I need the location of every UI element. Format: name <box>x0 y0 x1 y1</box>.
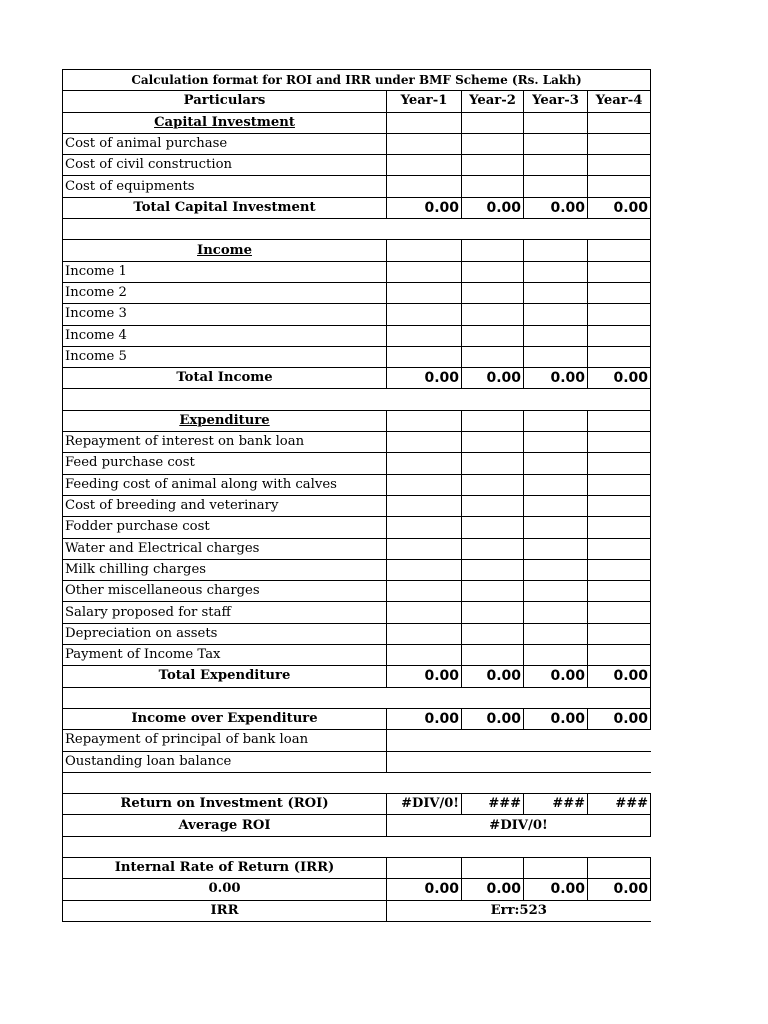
table-cell[interactable] <box>387 474 462 495</box>
roi-value: #DIV/0! <box>387 794 462 815</box>
roi-value: ### <box>462 794 524 815</box>
income-total-value: 0.00 <box>588 368 651 389</box>
expenditure-item: Depreciation on assets <box>63 623 387 644</box>
table-cell[interactable] <box>524 623 588 644</box>
header-year-1: Year-1 <box>387 91 462 112</box>
table-cell[interactable] <box>588 410 651 431</box>
table-cell[interactable] <box>462 325 524 346</box>
surplus-value: 0.00 <box>524 708 588 729</box>
table-cell[interactable] <box>524 133 588 154</box>
table-cell[interactable] <box>588 538 651 559</box>
roi-value: ### <box>524 794 588 815</box>
table-cell[interactable] <box>588 559 651 580</box>
capital-item: Cost of equipments <box>63 176 387 197</box>
principal-repayment-values[interactable] <box>387 730 651 751</box>
table-cell[interactable] <box>588 602 651 623</box>
table-cell[interactable] <box>462 261 524 282</box>
expenditure-item: Cost of breeding and veterinary <box>63 495 387 516</box>
table-cell[interactable] <box>387 453 462 474</box>
sheet-title: Calculation format for ROI and IRR under BMF Scheme (Rs. Lakh) <box>63 70 651 91</box>
income-item: Income 5 <box>63 346 387 367</box>
expenditure-item: Repayment of interest on bank loan <box>63 432 387 453</box>
spacer-cell <box>588 219 651 240</box>
table-cell[interactable] <box>524 304 588 325</box>
average-roi-label: Average ROI <box>63 815 387 836</box>
table-cell[interactable] <box>387 602 462 623</box>
expenditure-item: Salary proposed for staff <box>63 602 387 623</box>
roi-value: ### <box>588 794 651 815</box>
table-cell[interactable] <box>524 346 588 367</box>
table-cell[interactable] <box>524 453 588 474</box>
expenditure-total-value: 0.00 <box>588 666 651 687</box>
table-cell[interactable] <box>387 261 462 282</box>
table-cell[interactable] <box>588 645 651 666</box>
expenditure-total-value: 0.00 <box>462 666 524 687</box>
table-cell[interactable] <box>524 240 588 261</box>
table-cell[interactable] <box>462 602 524 623</box>
table-cell[interactable] <box>462 517 524 538</box>
expenditure-item: Milk chilling charges <box>63 559 387 580</box>
table-cell[interactable] <box>524 517 588 538</box>
capital-heading: Capital Investment <box>63 112 387 133</box>
table-cell[interactable] <box>462 453 524 474</box>
table-cell[interactable] <box>387 304 462 325</box>
income-item: Income 1 <box>63 261 387 282</box>
table-cell[interactable] <box>387 410 462 431</box>
table-cell[interactable] <box>524 282 588 303</box>
spacer-cell <box>588 687 651 708</box>
header-year-4: Year-4 <box>588 91 651 112</box>
surplus-value: 0.00 <box>462 708 524 729</box>
income-total-value: 0.00 <box>524 368 588 389</box>
table-cell[interactable] <box>588 155 651 176</box>
income-total-value: 0.00 <box>462 368 524 389</box>
table-cell[interactable] <box>387 346 462 367</box>
spacer-cell <box>63 219 387 240</box>
expenditure-item: Feeding cost of animal along with calves <box>63 474 387 495</box>
expenditure-item: Water and Electrical charges <box>63 538 387 559</box>
spacer-cell <box>63 389 387 410</box>
expenditure-heading: Expenditure <box>63 410 387 431</box>
table-cell[interactable] <box>387 623 462 644</box>
expenditure-total-value: 0.00 <box>524 666 588 687</box>
irr-cashflow-value: 0.00 <box>387 879 462 900</box>
table-cell[interactable] <box>462 645 524 666</box>
table-cell[interactable] <box>387 645 462 666</box>
expenditure-item: Feed purchase cost <box>63 453 387 474</box>
table-cell[interactable] <box>387 495 462 516</box>
irr-cashflow-value: 0.00 <box>588 879 651 900</box>
table-cell[interactable] <box>462 112 524 133</box>
table-cell[interactable] <box>588 623 651 644</box>
capital-total-value: 0.00 <box>524 197 588 218</box>
capital-item: Cost of animal purchase <box>63 133 387 154</box>
table-cell[interactable] <box>588 304 651 325</box>
table-cell[interactable] <box>462 133 524 154</box>
capital-total-label: Total Capital Investment <box>63 197 387 218</box>
table-cell[interactable] <box>462 432 524 453</box>
surplus-value: 0.00 <box>387 708 462 729</box>
outstanding-balance-label: Oustanding loan balance <box>63 751 387 772</box>
table-cell[interactable] <box>462 623 524 644</box>
outstanding-balance-values[interactable] <box>387 751 651 772</box>
table-cell[interactable] <box>462 155 524 176</box>
table-cell[interactable] <box>524 559 588 580</box>
table-cell[interactable] <box>462 410 524 431</box>
table-cell[interactable] <box>462 581 524 602</box>
table-cell[interactable] <box>462 559 524 580</box>
table-cell[interactable] <box>588 133 651 154</box>
income-total-label: Total Income <box>63 368 387 389</box>
spacer-cell <box>588 389 651 410</box>
table-cell[interactable] <box>524 410 588 431</box>
table-cell[interactable] <box>524 474 588 495</box>
roi-label: Return on Investment (ROI) <box>63 794 387 815</box>
table-cell[interactable] <box>588 495 651 516</box>
expenditure-item: Fodder purchase cost <box>63 517 387 538</box>
capital-total-value: 0.00 <box>462 197 524 218</box>
table-cell[interactable] <box>462 495 524 516</box>
table-cell[interactable] <box>588 112 651 133</box>
table-cell[interactable] <box>588 325 651 346</box>
table-cell[interactable] <box>387 581 462 602</box>
irr-year-zero-value: 0.00 <box>63 879 387 900</box>
table-cell[interactable] <box>524 176 588 197</box>
income-total-value: 0.00 <box>387 368 462 389</box>
table-cell[interactable] <box>462 282 524 303</box>
table-cell[interactable] <box>524 261 588 282</box>
header-year-2: Year-2 <box>462 91 524 112</box>
header-particulars: Particulars <box>63 91 387 112</box>
irr-label: Internal Rate of Return (IRR) <box>63 857 387 878</box>
table-cell[interactable] <box>524 857 588 878</box>
table-cell[interactable] <box>588 261 651 282</box>
table-cell[interactable] <box>588 474 651 495</box>
table-cell[interactable] <box>588 346 651 367</box>
table-cell[interactable] <box>387 517 462 538</box>
income-item: Income 3 <box>63 304 387 325</box>
table-cell[interactable] <box>462 346 524 367</box>
irr-cashflow-value: 0.00 <box>524 879 588 900</box>
capital-total-value: 0.00 <box>387 197 462 218</box>
table-cell[interactable] <box>462 474 524 495</box>
surplus-value: 0.00 <box>588 708 651 729</box>
table-cell[interactable] <box>588 453 651 474</box>
table-cell[interactable] <box>588 517 651 538</box>
table-cell[interactable] <box>387 432 462 453</box>
spacer-cell <box>63 836 387 857</box>
table-cell[interactable] <box>462 176 524 197</box>
table-cell[interactable] <box>387 538 462 559</box>
table-cell[interactable] <box>462 240 524 261</box>
table-cell[interactable] <box>524 432 588 453</box>
table-cell[interactable] <box>524 495 588 516</box>
table-cell[interactable] <box>462 538 524 559</box>
table-cell[interactable] <box>387 559 462 580</box>
table-cell[interactable] <box>588 282 651 303</box>
table-cell[interactable] <box>387 176 462 197</box>
table-cell[interactable] <box>524 602 588 623</box>
table-cell[interactable] <box>387 240 462 261</box>
expenditure-total-label: Total Expenditure <box>63 666 387 687</box>
table-cell[interactable] <box>524 112 588 133</box>
expenditure-total-value: 0.00 <box>387 666 462 687</box>
table-cell[interactable] <box>524 645 588 666</box>
table-cell[interactable] <box>387 112 462 133</box>
table-cell[interactable] <box>462 857 524 878</box>
income-item: Income 4 <box>63 325 387 346</box>
average-roi-value: #DIV/0! <box>387 815 651 836</box>
irr-result-value: Err:523 <box>387 900 651 921</box>
expenditure-item: Payment of Income Tax <box>63 645 387 666</box>
table-cell[interactable] <box>387 282 462 303</box>
irr-result-label: IRR <box>63 900 387 921</box>
spacer-cell <box>63 772 387 793</box>
principal-repayment-label: Repayment of principal of bank loan <box>63 730 387 751</box>
table-cell[interactable] <box>588 176 651 197</box>
table-cell[interactable] <box>387 325 462 346</box>
table-cell[interactable] <box>588 857 651 878</box>
surplus-label: Income over Expenditure <box>63 708 387 729</box>
table-cell[interactable] <box>387 155 462 176</box>
table-cell[interactable] <box>588 432 651 453</box>
spacer-cell <box>63 687 387 708</box>
expenditure-item: Other miscellaneous charges <box>63 581 387 602</box>
table-cell[interactable] <box>524 581 588 602</box>
table-cell[interactable] <box>588 240 651 261</box>
capital-item: Cost of civil construction <box>63 155 387 176</box>
table-cell[interactable] <box>588 581 651 602</box>
table-cell[interactable] <box>462 304 524 325</box>
income-item: Income 2 <box>63 282 387 303</box>
irr-cashflow-value: 0.00 <box>462 879 524 900</box>
table-cell[interactable] <box>524 538 588 559</box>
table-cell[interactable] <box>524 155 588 176</box>
income-heading: Income <box>63 240 387 261</box>
header-year-3: Year-3 <box>524 91 588 112</box>
capital-total-value: 0.00 <box>588 197 651 218</box>
table-cell[interactable] <box>387 133 462 154</box>
table-cell[interactable] <box>387 857 462 878</box>
table-cell[interactable] <box>524 325 588 346</box>
roi-irr-table <box>62 69 651 922</box>
